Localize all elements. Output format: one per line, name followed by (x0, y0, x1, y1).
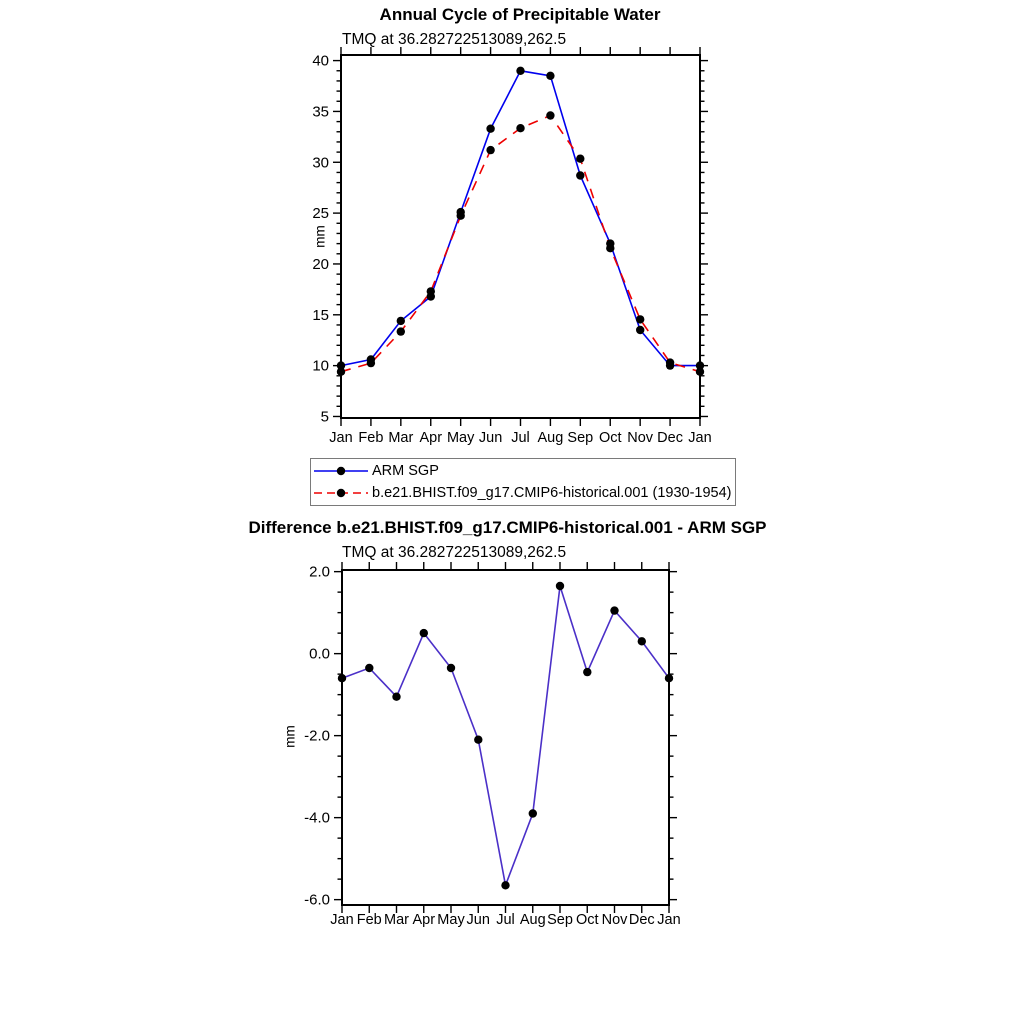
x-tick-label: Dec (628, 912, 655, 928)
data-point (516, 67, 524, 75)
x-axis-labels (330, 912, 680, 928)
data-point (420, 629, 428, 637)
x-tick-label: Nov (627, 430, 654, 446)
data-point (696, 368, 704, 376)
data-point (546, 111, 554, 119)
data-point (665, 674, 673, 682)
data-point (427, 287, 435, 295)
data-point (529, 809, 537, 817)
annual-cycle-plot (312, 47, 711, 446)
legend-label: ARM SGP (372, 463, 439, 479)
y-axis-labels (312, 53, 329, 426)
y-tick-label: -6.0 (304, 891, 330, 909)
annual-cycle-title: Annual Cycle of Precipitable Water (379, 5, 661, 24)
x-tick-label: Mar (388, 430, 414, 446)
y-tick-label: 20 (312, 255, 329, 273)
data-point (337, 368, 345, 376)
x-tick-label: Jan (330, 912, 354, 928)
x-axis-ticks (341, 47, 700, 426)
series-line-1 (341, 116, 700, 372)
series-markers-1 (337, 111, 704, 376)
x-tick-label: Apr (419, 430, 443, 446)
x-tick-label: Feb (356, 912, 382, 928)
series-markers-0 (338, 582, 673, 890)
x-axis-ticks (342, 562, 669, 913)
data-point (338, 674, 346, 682)
y-tick-label: 25 (312, 205, 329, 223)
series-markers-0 (337, 67, 704, 370)
series-line-0 (341, 71, 700, 366)
x-tick-label: Nov (601, 912, 628, 928)
data-point (606, 244, 614, 252)
data-point (392, 693, 400, 701)
legend-line-dashed-icon (313, 486, 369, 500)
x-tick-label: Feb (358, 430, 384, 446)
difference-subtitle: TMQ at 36.282722513089,262.5 (342, 544, 567, 561)
x-tick-label: Sep (567, 430, 594, 446)
data-point (501, 881, 509, 889)
x-tick-label: Jun (478, 430, 503, 446)
legend (310, 458, 736, 506)
y-tick-label: 40 (312, 52, 329, 70)
x-tick-label: May (437, 912, 465, 928)
data-point (447, 664, 455, 672)
annual-cycle-subtitle: TMQ at 36.282722513089,262.5 (342, 31, 567, 48)
y-tick-label: 10 (312, 357, 329, 375)
legend-entry-model (311, 482, 735, 504)
data-point (367, 359, 375, 367)
y-tick-label: -2.0 (304, 727, 330, 745)
x-tick-label: Jan (657, 912, 681, 928)
x-tick-label: Oct (575, 912, 599, 928)
data-point (397, 327, 405, 335)
legend-label: b.e21.BHIST.f09_g17.CMIP6-historical.001 (1930-1954) (372, 485, 732, 501)
legend-line-solid-icon (313, 464, 369, 478)
y-tick-label: 30 (312, 154, 329, 172)
legend-entry-arm-sgp (311, 460, 735, 482)
data-point (546, 72, 554, 80)
y-tick-label: 0.0 (309, 645, 330, 663)
data-point (474, 736, 482, 744)
data-point (576, 171, 584, 179)
series-line-0 (342, 586, 669, 885)
y-tick-label: -4.0 (304, 809, 330, 827)
difference-plot (304, 562, 681, 928)
y-tick-label: 5 (320, 408, 329, 426)
data-point (397, 317, 405, 325)
data-point (457, 212, 465, 220)
x-tick-label: Mar (384, 912, 409, 928)
y-axis-ticks (334, 572, 677, 900)
y-axis-ticks (333, 61, 708, 417)
difference-title: Difference b.e21.BHIST.f09_g17.CMIP6-historical.001 - ARM SGP (248, 518, 767, 537)
y-tick-label: 35 (312, 103, 329, 121)
x-axis-labels (329, 430, 711, 446)
x-tick-label: Sep (547, 912, 573, 928)
data-point (556, 582, 564, 590)
data-point (610, 606, 618, 614)
data-point (638, 637, 646, 645)
data-point (636, 326, 644, 334)
x-tick-label: Aug (519, 912, 546, 928)
x-tick-label: Jan (329, 430, 353, 446)
data-point (516, 124, 524, 132)
y-tick-label: 15 (312, 306, 329, 324)
plot-frame (342, 570, 669, 905)
y-axis-labels (304, 564, 330, 909)
data-point (576, 155, 584, 163)
data-point (486, 125, 494, 133)
x-tick-label: Apr (412, 912, 436, 928)
data-point (636, 315, 644, 323)
x-tick-label: Dec (657, 430, 683, 446)
x-tick-label: May (446, 430, 475, 446)
x-tick-label: Oct (598, 430, 622, 446)
plot-frame (341, 55, 700, 418)
annual-cycle-y-axis-label: mm (312, 225, 328, 248)
x-tick-label: Jan (688, 430, 712, 446)
x-tick-label: Jul (511, 430, 530, 446)
x-tick-label: Aug (537, 430, 564, 446)
data-point (583, 668, 591, 676)
data-point (365, 664, 373, 672)
x-tick-label: Jun (466, 912, 490, 928)
difference-y-axis-label: mm (282, 725, 298, 748)
data-point (666, 358, 674, 366)
x-tick-label: Jul (496, 912, 515, 928)
y-tick-label: 2.0 (309, 563, 330, 581)
data-point (486, 146, 494, 154)
